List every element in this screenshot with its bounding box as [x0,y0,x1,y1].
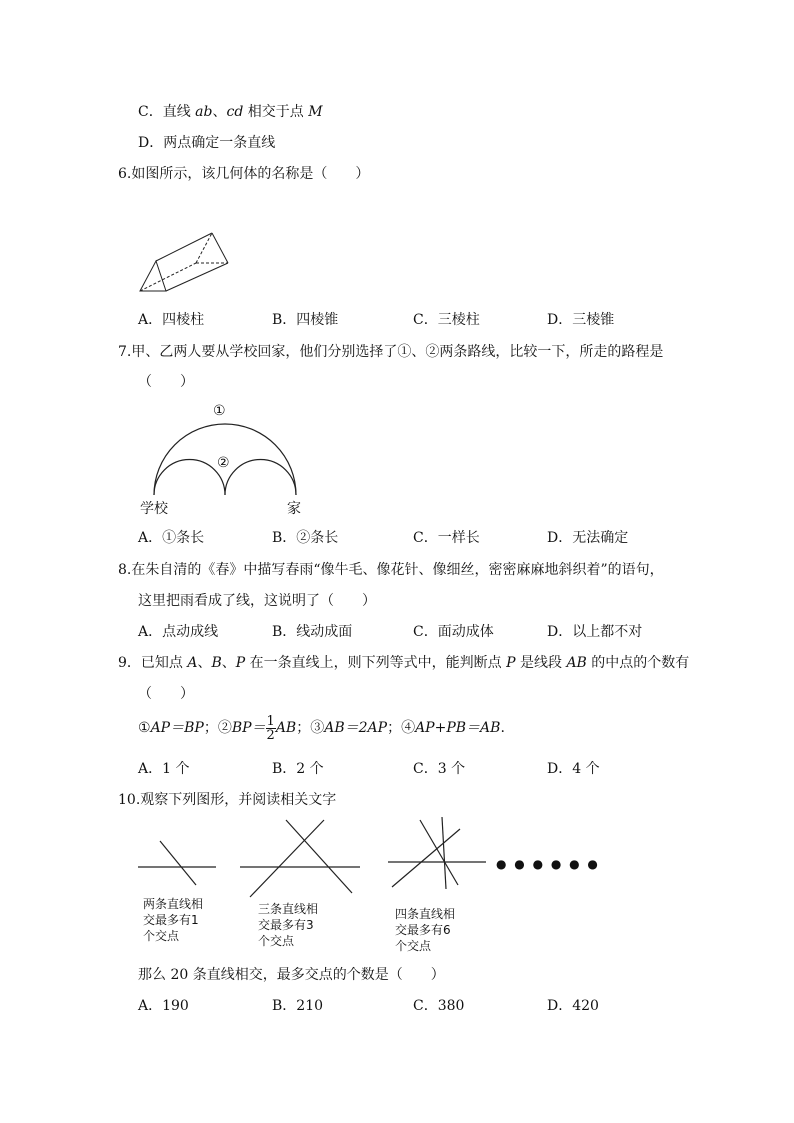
q5-point-m: M [308,104,323,120]
q7-home-label: 家 [287,501,301,517]
q7-answer-paren: （ ） [138,374,194,390]
q10-caption-3-line: 四条直线相 [395,907,456,921]
q9-circled-2: ② [217,720,232,736]
q7-route-2-arc-right [225,460,296,496]
q9-semi: ； [203,720,218,736]
q9-stem-part: 是线段 [515,655,567,671]
q10-caption-1 [143,896,203,944]
q10-fig3-line [420,820,458,885]
q9-answer-paren: （ ） [138,686,194,702]
q9-stem-part: 9．已知点 [118,655,188,671]
q9-eq-3: AB＝2AP [324,720,388,736]
q10-option-a: A．190 [138,998,189,1014]
q9-sep: 、 [221,655,236,671]
q5-line-cd: cd [226,104,244,120]
q9-semi: ； [387,720,402,736]
q6-triangular-prism-figure [136,228,232,294]
q9-frac-num: 1 [266,713,275,729]
q5-option-c-text: C．直线 [138,104,196,120]
q10-caption-1-line: 两条直线相 [143,897,204,911]
q8-stem-line2: 这里把雨看成了线，这说明了（ ） [138,593,376,609]
q7-option-b: B．②条长 [272,530,339,546]
q9-fraction-half [266,715,276,742]
q10-question: 那么 20 条直线相交，最多交点的个数是（ ） [138,967,445,983]
q10-continuation-dots: ● ● ● ● ● ● [496,857,600,871]
q9-period: . [500,720,505,736]
q8-stem: 8.在朱自清的《春》中描写春雨“像牛毛、像花针、像细丝，密密麻麻地斜织着”的语句， [118,562,664,578]
q9-eq-2b: AB [275,720,297,736]
q6-option-c: C．三棱柱 [413,312,480,328]
q5-option-d: D．两点确定一条直线 [138,135,276,151]
q10-caption-2-line: 交最多有3 [258,918,314,932]
q10-option-b: B．210 [272,998,324,1014]
q10-option-d: D．420 [547,998,599,1014]
q10-stem: 10.观察下列图形，并阅读相关文字 [118,792,337,808]
q9-frac-den: 2 [266,727,275,743]
q9-point-p: P [235,655,246,671]
q7-route-2-arc-left [154,460,225,496]
q10-caption-2 [258,901,318,949]
q8-option-d: D．以上都不对 [547,624,643,640]
q9-point-p: P [506,655,516,671]
q10-fig1-line [160,841,196,885]
q9-eq-4: AP+PB＝AB [415,720,501,736]
q7-route-2-label: ② [217,455,230,471]
q6-stem: 6.如图所示，该几何体的名称是（ ） [118,166,370,182]
q9-semi: ； [296,720,311,736]
q10-caption-2-line: 个交点 [258,934,295,948]
q9-sep: 、 [197,655,212,671]
q9-circled-4: ④ [401,720,416,736]
q7-stem: 7.甲、乙两人要从学校回家，他们分别选择了①、②两条路线，比较一下，所走的路程是 [118,344,664,360]
q9-stem-part: 的中点的个数有 [586,655,690,671]
q10-fig2-line [250,820,324,897]
q7-school-label: 学校 [140,501,168,517]
q9-option-b: B．2 个 [272,761,324,777]
q8-option-b: B．线动成面 [272,624,353,640]
q5-line-ab: ab [195,104,213,120]
q9-point-b: B [211,655,222,671]
q10-option-c: C．380 [413,998,465,1014]
q6-option-a: A．四棱柱 [138,312,205,328]
q6-option-b: B．四棱锥 [272,312,339,328]
q9-circled-3: ③ [310,720,325,736]
q10-caption-2-line: 三条直线相 [258,902,319,916]
q9-stem [118,654,689,672]
q10-caption-3 [395,906,455,954]
q6-option-d: D．三棱锥 [547,312,615,328]
q5-option-c [138,103,323,121]
q9-eq-2a: BP＝ [231,720,266,736]
q10-caption-3-line: 交最多有6 [395,923,451,937]
q8-option-a: A．点动成线 [138,624,219,640]
q9-option-c: C．3 个 [413,761,466,777]
q7-option-c: C．一样长 [413,530,480,546]
q10-fig3-line [392,829,460,887]
q9-eq-1: AP＝BP [150,720,204,736]
q9-circled-1: ① [138,720,151,736]
q5-sep: 、 [212,104,227,120]
q8-option-c: C．面动成体 [413,624,494,640]
q10-fig3-line [442,817,446,889]
q7-option-a: A．①条长 [138,530,205,546]
q5-option-c-mid: 相交于点 [243,104,309,120]
q10-caption-1-line: 交最多有1 [143,913,199,927]
q9-point-a: A [187,655,198,671]
q10-caption-1-line: 个交点 [143,929,180,943]
q9-option-a: A．1 个 [138,761,190,777]
q10-caption-3-line: 个交点 [395,939,432,953]
q9-segment-ab: AB [566,655,587,671]
q9-stem-part: 在一条直线上，则下列等式中，能判断点 [245,655,507,671]
q9-equations [138,712,505,744]
q9-option-d: D．4 个 [547,761,600,777]
q7-option-d: D．无法确定 [547,530,629,546]
q10-fig2-line [286,820,352,893]
q7-route-1-label: ① [213,403,226,419]
